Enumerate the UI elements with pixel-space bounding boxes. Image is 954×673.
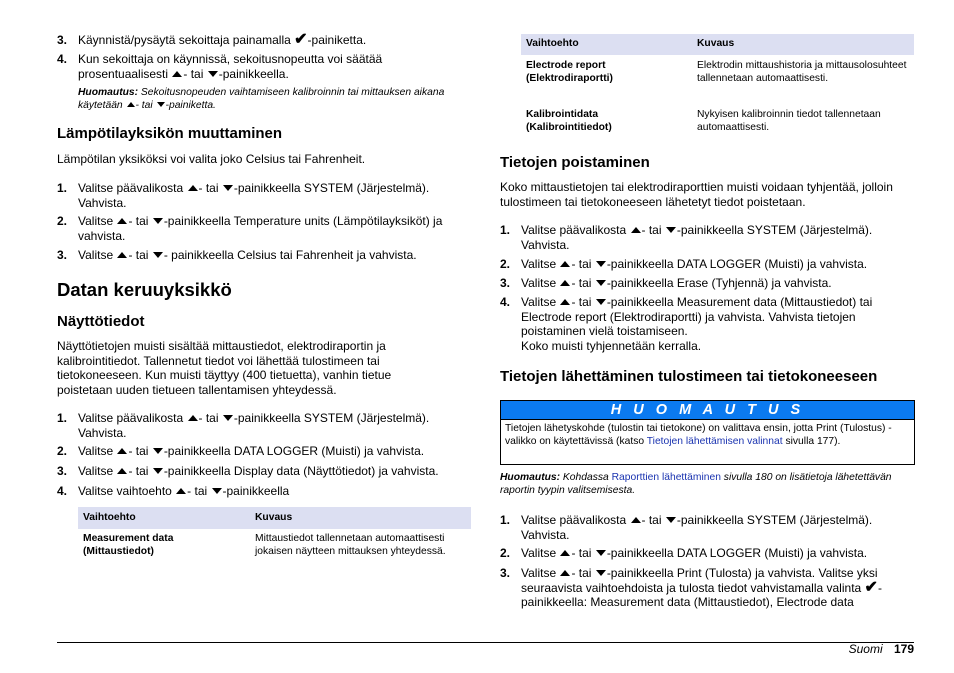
check-icon: ✔ [864,578,878,596]
check-icon: ✔ [294,31,308,48]
options-table: Vaihtoehto Kuvaus Electrode report (Elektrodiraportti) Elektrodin mittaushistoria ja mittausolosuhteet tallennetaan automaattisesti. Kalibrointidata (Kalibrointitiedot) Nykyisen kalibroinnin tiedot tallennetaan automaattisesti. [521,34,914,134]
arrow-down-icon [223,415,233,421]
arrow-down-icon [212,488,222,494]
arrow-up-icon [560,280,570,286]
arrow-up-icon [560,550,570,556]
arrow-down-icon [153,468,163,474]
note-box-title: H U O M A U T U S [501,401,914,420]
note: Huomautus: Kohdassa Raporttien lähettäminen sivulla 180 on lisätietoja lähetettävän raportin tyypin valitsemisesta. [500,472,892,496]
link-send-reports[interactable]: Raporttien lähettäminen [611,472,721,483]
arrow-up-icon [127,102,135,107]
arrow-down-icon [223,185,233,191]
arrow-up-icon [631,227,641,233]
subsection-heading-display-data: Näyttötiedot [57,313,145,330]
paragraph: Lämpötilan yksiköksi voi valita joko Celsius tai Fahrenheit. [57,152,366,166]
section-heading-send: Tietojen lähettäminen tulostimeen tai tietokoneeseen [500,368,878,385]
note: Huomautus: Sekoitusnopeuden vaihtamiseen kalibroinnin tai mittauksen aikana käytetään - tai -painiketta. [78,87,445,111]
arrow-down-icon [596,550,606,556]
link-transfer-options[interactable]: Tietojen lähettämisen valinnat [646,436,783,447]
arrow-up-icon [117,218,127,224]
arrow-down-icon [596,299,606,305]
footer-language: Suomi [848,642,883,656]
section-heading-delete: Tietojen poistaminen [500,154,650,171]
paragraph: Koko mittaustietojen tai elektrodiraporttien muisti voidaan tyhjentää, jolloin tulostimeen tai tietokoneeseen lähetetyt tiedot poistetaan. [500,180,893,209]
arrow-up-icon [172,71,182,77]
arrow-up-icon [188,415,198,421]
footer-rule [57,642,914,643]
section-heading-data-logger: Datan keruuyksikkö [57,279,232,300]
arrow-down-icon [153,448,163,454]
options-table: Vaihtoehto Kuvaus Measurement data (Mittaustiedot) Mittaustiedot tallennetaan automaattisesti jokaisen näytteen mittauksen yhteydessä. [78,507,471,565]
arrow-down-icon [596,570,606,576]
arrow-down-icon [596,280,606,286]
arrow-down-icon [153,252,163,258]
arrow-down-icon [208,71,218,77]
arrow-up-icon [560,570,570,576]
table-header: Vaihtoehto Kuvaus [78,507,471,529]
note-box [500,400,915,465]
arrow-up-icon [560,299,570,305]
arrow-up-icon [188,185,198,191]
arrow-up-icon [117,252,127,258]
page-footer [849,642,914,657]
section-heading-temperature: Lämpötilayksikön muuttaminen [57,125,283,142]
arrow-down-icon [153,218,163,224]
table-header: Vaihtoehto Kuvaus [521,34,914,55]
arrow-down-icon [157,102,165,107]
page-number: 179 [893,642,914,656]
arrow-up-icon [176,488,186,494]
arrow-up-icon [117,448,127,454]
note-box-body: Tietojen lähetyskohde (tulostin tai tietokone) on valittava ensin, jotta Print (Tulostus) -valikko on käytettävissä (katso Tietojen lähettämisen valinnat sivulla 177). [505,423,892,447]
arrow-down-icon [666,227,676,233]
arrow-down-icon [666,517,676,523]
arrow-up-icon [117,468,127,474]
paragraph: Näyttötietojen muisti sisältää mittaustiedot, elektrodiraportin ja kalibrointitiedot. Tallennetut tiedot voi lähettää tulostimeen tai tietokoneeseen. Kun muisti täyttyy (400 tietuetta), vanhin tietue poistetaan uuden tietueen tallentamisen yhteydessä. [57,339,392,397]
arrow-down-icon [596,261,606,267]
arrow-up-icon [560,261,570,267]
arrow-up-icon [631,517,641,523]
